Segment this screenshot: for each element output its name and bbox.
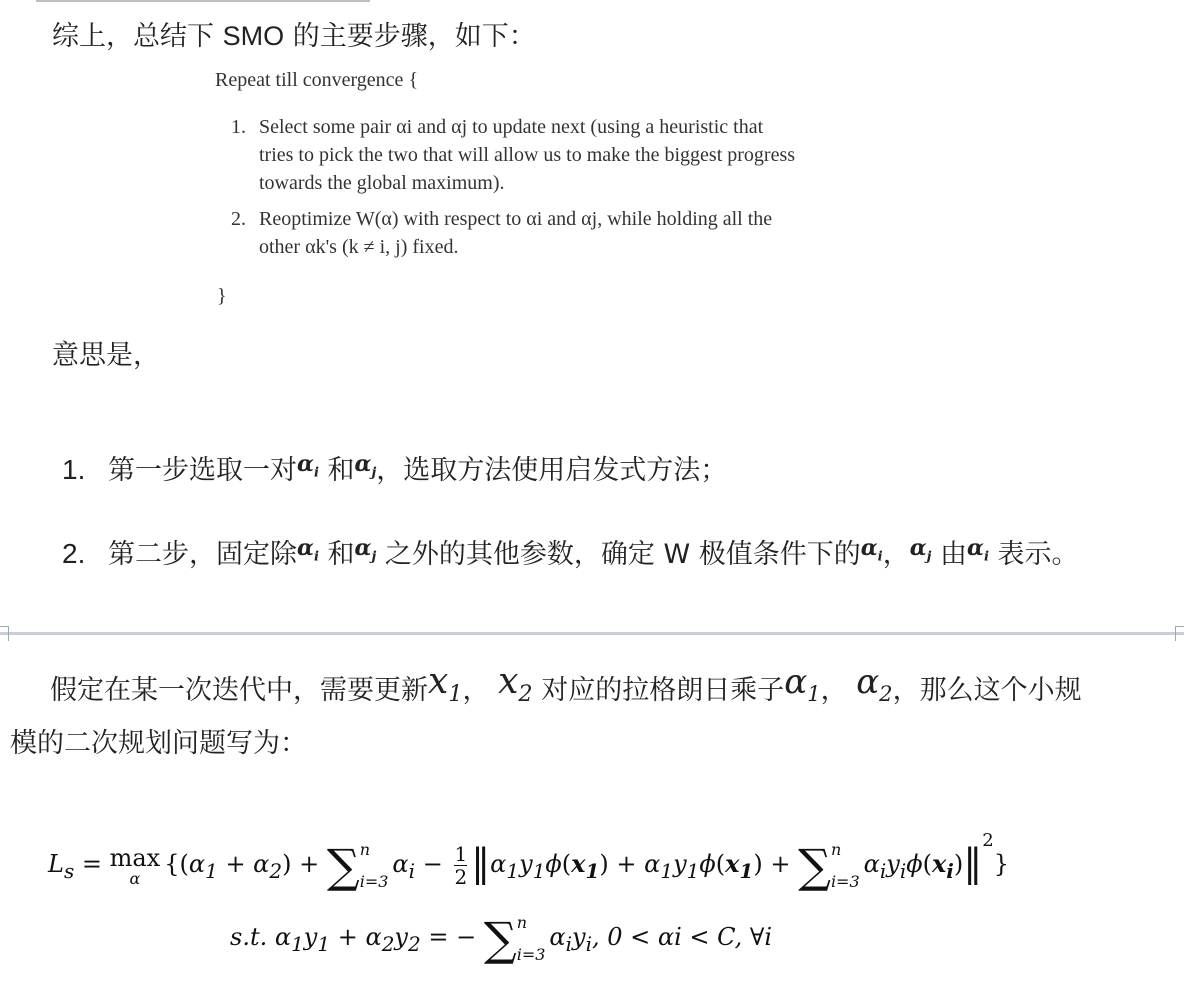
page-corner-right	[1175, 626, 1184, 641]
formula-max-sub: α	[129, 868, 141, 888]
x1-symbol: $x_1$	[428, 661, 463, 708]
alpha-i-symbol: αi	[297, 535, 319, 565]
formula-max	[110, 845, 161, 887]
step2-line2: other αk's (k ≠ i, j) fixed.	[259, 236, 459, 258]
formula-ls-sub: s	[63, 858, 75, 883]
x2-symbol: $x_2$	[498, 661, 533, 708]
formula-half-num: 1	[454, 842, 468, 866]
objective-formula: $L_s = \max$ α {$(\alpha_1 + \alpha_2) + \sum n$ $i=3\alpha_i - \frac{1}{2}$ $‖\alpha_1y_1\phi(x_1) + \alpha_1y_1\phi(x_1) + \sum n$ $i=3\alpha_iy_i\phi(x_i)‖^2$}	[48, 830, 1009, 893]
algorithm-step2	[231, 205, 951, 261]
meaning-label: 意思是，	[52, 340, 160, 371]
paragraph-text-d: ，	[820, 675, 848, 706]
paragraph-text-e: ，那么这个小规	[892, 675, 1082, 706]
step1-line3: towards the global maximum).	[259, 172, 505, 194]
algorithm-header: Repeat till convergence {	[215, 69, 419, 91]
list-item-2-text-c: 之外的其他参数，确定 W 极值条件下的	[384, 539, 861, 570]
step1-line2: tries to pick the two that will allow us to make the biggest progress	[259, 144, 796, 166]
list-item-1-text-a: 第一步选取一对	[108, 455, 297, 486]
list-item-1	[62, 446, 727, 491]
list-item-2-text-e: 由	[940, 539, 967, 570]
list-item-1-text-c: ，选取方法使用启发式方法；	[376, 455, 728, 486]
paragraph-text-c: 对应的拉格朗日乘子	[541, 675, 785, 706]
formula-sum1-lower: i=3	[359, 871, 389, 891]
formula-half	[454, 843, 467, 888]
alpha-i-symbol: αi	[297, 451, 319, 481]
algorithm-footer: }	[217, 285, 227, 307]
formula-constraint-tail: , 0 < αi < C, ∀i	[592, 923, 773, 951]
alpha1-symbol: $\alpha_1$	[784, 662, 821, 706]
formula-max-label: max	[109, 843, 161, 872]
formula-sum1-upper: n	[359, 839, 371, 859]
constraint-formula: s.t. $\alpha_1y_1 + \alpha_2y_2$ = − ∑n $i=3\alpha_iy_i$, 0 < αi < C, ∀i	[230, 912, 773, 966]
formula-sum3-lower: i=3	[516, 944, 546, 964]
intro-smo: SMO	[222, 21, 285, 51]
formula-ls: L	[48, 850, 64, 878]
intro-text-after: 的主要步骤，如下：	[284, 21, 536, 52]
step1-number: 1.	[231, 116, 246, 138]
list-item-2-text-f: 表示。	[997, 539, 1079, 570]
alpha-j-symbol: αj	[909, 535, 932, 565]
paragraph-text-b: ，	[462, 675, 490, 706]
list-item-1-number: 1.	[62, 454, 86, 485]
list-item-2-text-b: 和	[327, 539, 355, 570]
top-rule	[36, 0, 370, 2]
alpha-j-symbol: αj	[354, 535, 377, 565]
paragraph-text-a: 假定在某一次迭代中，需要更新	[50, 675, 428, 706]
list-item-2	[62, 530, 1079, 575]
intro-line	[52, 18, 536, 55]
paragraph-line-1	[50, 661, 1082, 712]
step2-line1: Reoptimize W(α) with respect to αi and αj, while holding all the	[259, 208, 773, 230]
formula-st: s.t.	[230, 923, 268, 951]
formula-sum2-lower: i=3	[830, 871, 860, 891]
alpha-j-symbol: αj	[354, 451, 377, 481]
formula-sum3-upper: n	[516, 912, 528, 932]
formula-half-den: 2	[454, 865, 468, 889]
algorithm-step1	[231, 113, 951, 197]
list-item-1-text-b: 和	[327, 455, 355, 486]
alpha-i-symbol: αi	[860, 535, 883, 565]
intro-text-before: 综上，总结下	[52, 21, 223, 52]
step1-line1: Select some pair αi and αj to update next (using a heuristic that	[259, 116, 764, 138]
page-divider	[0, 632, 1184, 635]
page-corner-left	[0, 626, 9, 641]
list-item-2-text-a: 第二步，固定除	[108, 539, 297, 570]
step2-number: 2.	[231, 208, 246, 230]
paragraph-line-2: 模的二次规划问题写为：	[10, 728, 307, 759]
list-item-2-text-d: ，	[882, 539, 910, 570]
list-item-2-number: 2.	[62, 538, 86, 569]
alpha-i-symbol: αi	[967, 535, 989, 565]
formula-power: 2	[982, 830, 994, 851]
formula-sum2-upper: n	[830, 839, 842, 859]
alpha2-symbol: $\alpha_2$	[856, 662, 893, 706]
